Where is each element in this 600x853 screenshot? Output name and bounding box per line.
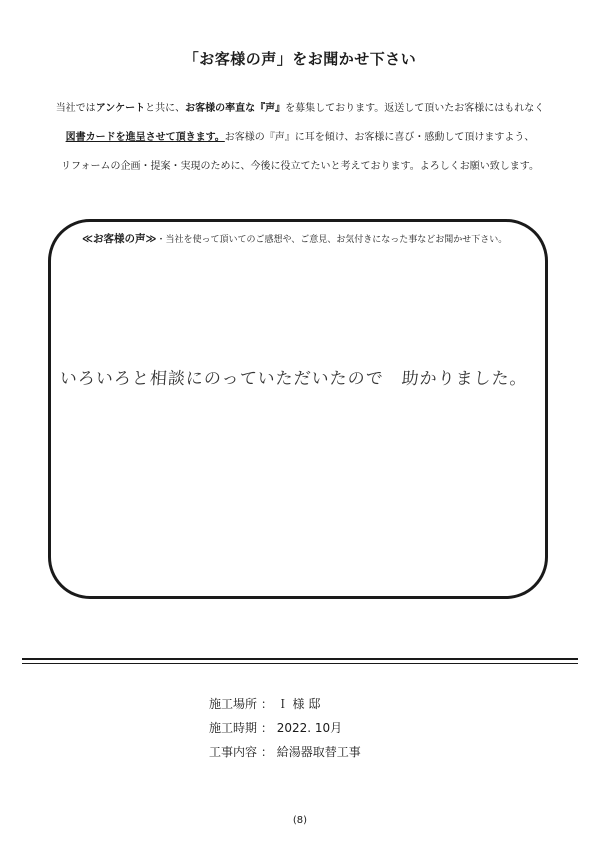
page-title: 「お客様の声」をお聞かせ下さい (183, 50, 417, 68)
place-value: Ｉ 様 邸 (276, 697, 321, 711)
divider-thick (22, 658, 578, 660)
intro-line-3: リフォームの企画・提案・実現のために、今後に役立てたいと考えております。よろしくお願い致します。 (61, 161, 539, 172)
voice-box-instruction: ・当社を使って頂いてのご感想や、ご意見、お気付きになった事などお聞かせ下さい。 (156, 235, 508, 245)
period-value: 2022. 10月 (276, 721, 343, 735)
work-label: 工事内容 (209, 745, 258, 759)
intro-emphasis: お客様の率直な『声』 (185, 103, 286, 114)
period-label: 施工時期 (209, 721, 258, 735)
handwritten-comment: いろいろと相談にのっていただいたので 助かりました。 (59, 369, 529, 389)
page-number: (8) (292, 815, 308, 826)
separator: ： (260, 745, 273, 759)
intro-text: お客様の『声』に耳を傾け、お客様に喜び・感動して頂けますよう、 (224, 132, 535, 143)
separator: ： (260, 697, 273, 711)
intro-text: 当社では (55, 103, 96, 114)
customer-voice-box (48, 219, 548, 599)
intro-text: と共に、 (145, 103, 186, 114)
divider-thin (22, 663, 578, 664)
intro-line-1 (30, 102, 570, 116)
intro-line-2 (30, 131, 570, 145)
intro-emphasis-underlined: 図書カードを進呈させて頂きます。 (65, 132, 225, 143)
intro-emphasis: アンケート (95, 103, 146, 114)
info-row-period (209, 719, 342, 736)
info-row-work (209, 743, 361, 760)
work-value: 給湯器取替工事 (276, 745, 361, 759)
voice-box-label: ≪お客様の声≫ (82, 233, 157, 245)
voice-box-header (82, 231, 507, 246)
separator: ： (260, 721, 273, 735)
place-label: 施工場所 (209, 697, 258, 711)
intro-text: を募集しております。返送して頂いたお客様にはもれなく (285, 103, 545, 114)
info-row-place (209, 695, 320, 712)
